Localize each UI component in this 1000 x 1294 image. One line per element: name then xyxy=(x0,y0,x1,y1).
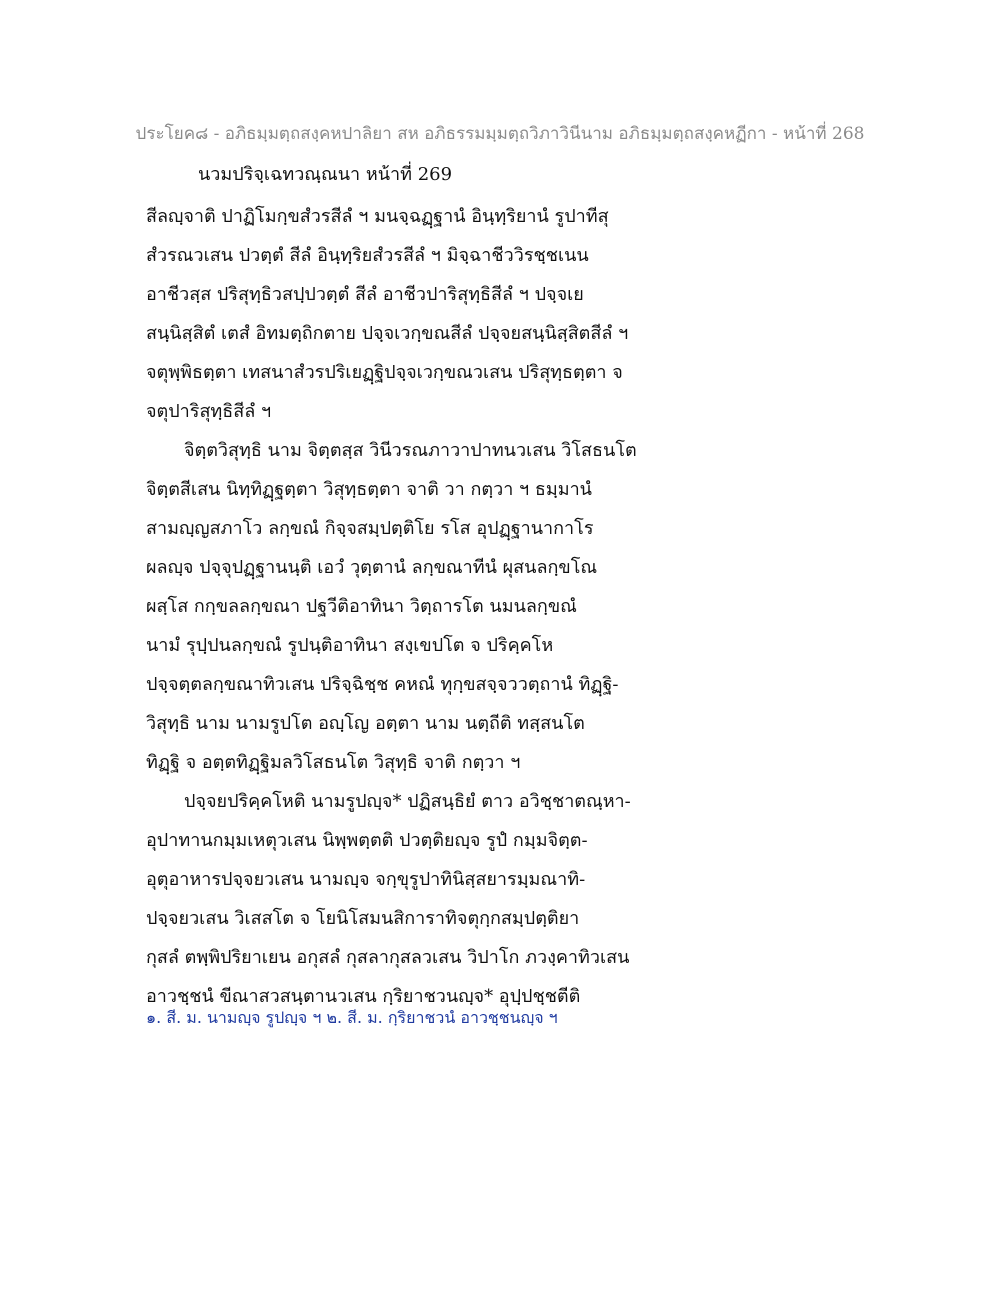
text-line: อุปาทานกมฺมเหตุวเสน นิพฺพตฺตติ ปวตฺติยญฺจ รูปํ กมฺมจิตฺต- xyxy=(146,830,588,851)
page-heading: นวมปริจฺเฉทวณฺณนา หน้าที่ 269 xyxy=(198,164,453,185)
text-line: อาชีวสฺส ปริสุทฺธิวสปฺปวตฺตํ สีลํ อาชีวปาริสุทฺธิสีลํ ฯ ปจฺจเย xyxy=(146,284,584,305)
text-line: สํวรณวเสน ปวตฺตํ สีลํ อินฺทฺริยสํวรสีลํ ฯ มิจฺฉาชีววิรชฺชเนน xyxy=(146,245,589,266)
text-line: จตุปาริสุทฺธิสีลํ ฯ xyxy=(146,401,272,422)
text-line: วิสุทฺธิ นาม นามรูปโต อญฺโญ อตฺตา นาม นตฺถีติ ทสฺสนโต xyxy=(146,713,585,734)
text-line: สีลญฺจาติ ปาฏิโมกฺขสํวรสีลํ ฯ มนจฺฉฏฺฐานํ อินฺทฺริยานํ รูปาทีสุ xyxy=(146,206,609,227)
text-line: จิตฺตสีเสน นิทฺทิฏฺฐตฺตา วิสุทฺธตฺตา จาติ วา กตฺวา ฯ ธมฺมานํ xyxy=(146,479,592,500)
running-header: ประโยค๘ - อภิธมฺมตฺถสงฺคหปาลิยา สห อภิธรรมมฺมตฺถวิภาวินีนาม อภิธมฺมตฺถสงฺคหฏีกา - หน้าที่ 268 xyxy=(135,124,865,144)
footnote: ๑. สี. ม. นามญฺจ รูปญฺจ ฯ ๒. สี. ม. กฺริยาชวนํ อาวชฺชนญฺจ ฯ xyxy=(146,1008,558,1027)
text-line: อุตุอาหารปจฺจยวเสน นามญฺจ จกฺขุรูปาทินิสฺสยารมฺมณาทิ- xyxy=(146,869,586,890)
text-line: ปจฺจยปริคฺคโหติ นามรูปญฺจ* ปฏิสนฺธิยํ ตาว อวิชฺชาตณฺหา- xyxy=(184,791,631,812)
text-line: ปจฺจตฺตลกฺขณาทิวเสน ปริจฺฉิชฺช คหณํ ทุกฺขสจฺจววตฺถานํ ทิฏฺฐิ- xyxy=(146,674,619,695)
text-line: อาวชฺชนํ ขีณาสวสนฺตานวเสน กฺริยาชวนญฺจ* อุปฺปชฺชตีติ xyxy=(146,986,581,1007)
text-line: จตุพฺพิธตฺตา เทสนาสํวรปริเยฏฺฐิปจฺจเวกฺขณวเสน ปริสุทฺธตฺตา จ xyxy=(146,362,623,383)
text-line: ผสฺโส กกฺขลลกฺขณา ปฐวีติอาทินา วิตฺถารโต นมนลกฺขณํ xyxy=(146,596,577,617)
text-line: สามญฺญสภาโว ลกฺขณํ กิจฺจสมฺปตฺติโย รโส อุปฏฺฐานากาโร xyxy=(146,518,594,539)
text-line: ทิฏฺฐิ จ อตฺตทิฏฺฐิมลวิโสธนโต วิสุทฺธิ จาติ กตฺวา ฯ xyxy=(146,752,521,773)
text-line: สนฺนิสฺสิตํ เตสํ อิทมตฺถิกตาย ปจฺจเวกฺขณสีลํ ปจฺจยสนฺนิสฺสิตสีลํ ฯ xyxy=(146,323,629,344)
text-line: จิตฺตวิสุทฺธิ นาม จิตฺตสฺส วินีวรณภาวาปาทนวเสน วิโสธนโต xyxy=(184,440,637,461)
text-line: ปจฺจยวเสน วิเสสโต จ โยนิโสมนสิการาทิจตุกฺกสมฺปตฺติยา xyxy=(146,908,580,929)
text-line: ผลญฺจ ปจฺจุปฏฺฐานนฺติ เอวํ วุตฺตานํ ลกฺขณาทีนํ ผุสนลกฺขโณ xyxy=(146,557,598,578)
text-line: กุสลํ ตพฺพิปริยาเยน อกุสลํ กุสลากุสลวเสน วิปาโก ภวงฺคาทิวเสน xyxy=(146,947,630,968)
text-line: นามํ รุปฺปนลกฺขณํ รูปนฺติอาทินา สงฺเขปโต จ ปริคฺคโห xyxy=(146,635,554,656)
body-text xyxy=(146,197,866,1016)
